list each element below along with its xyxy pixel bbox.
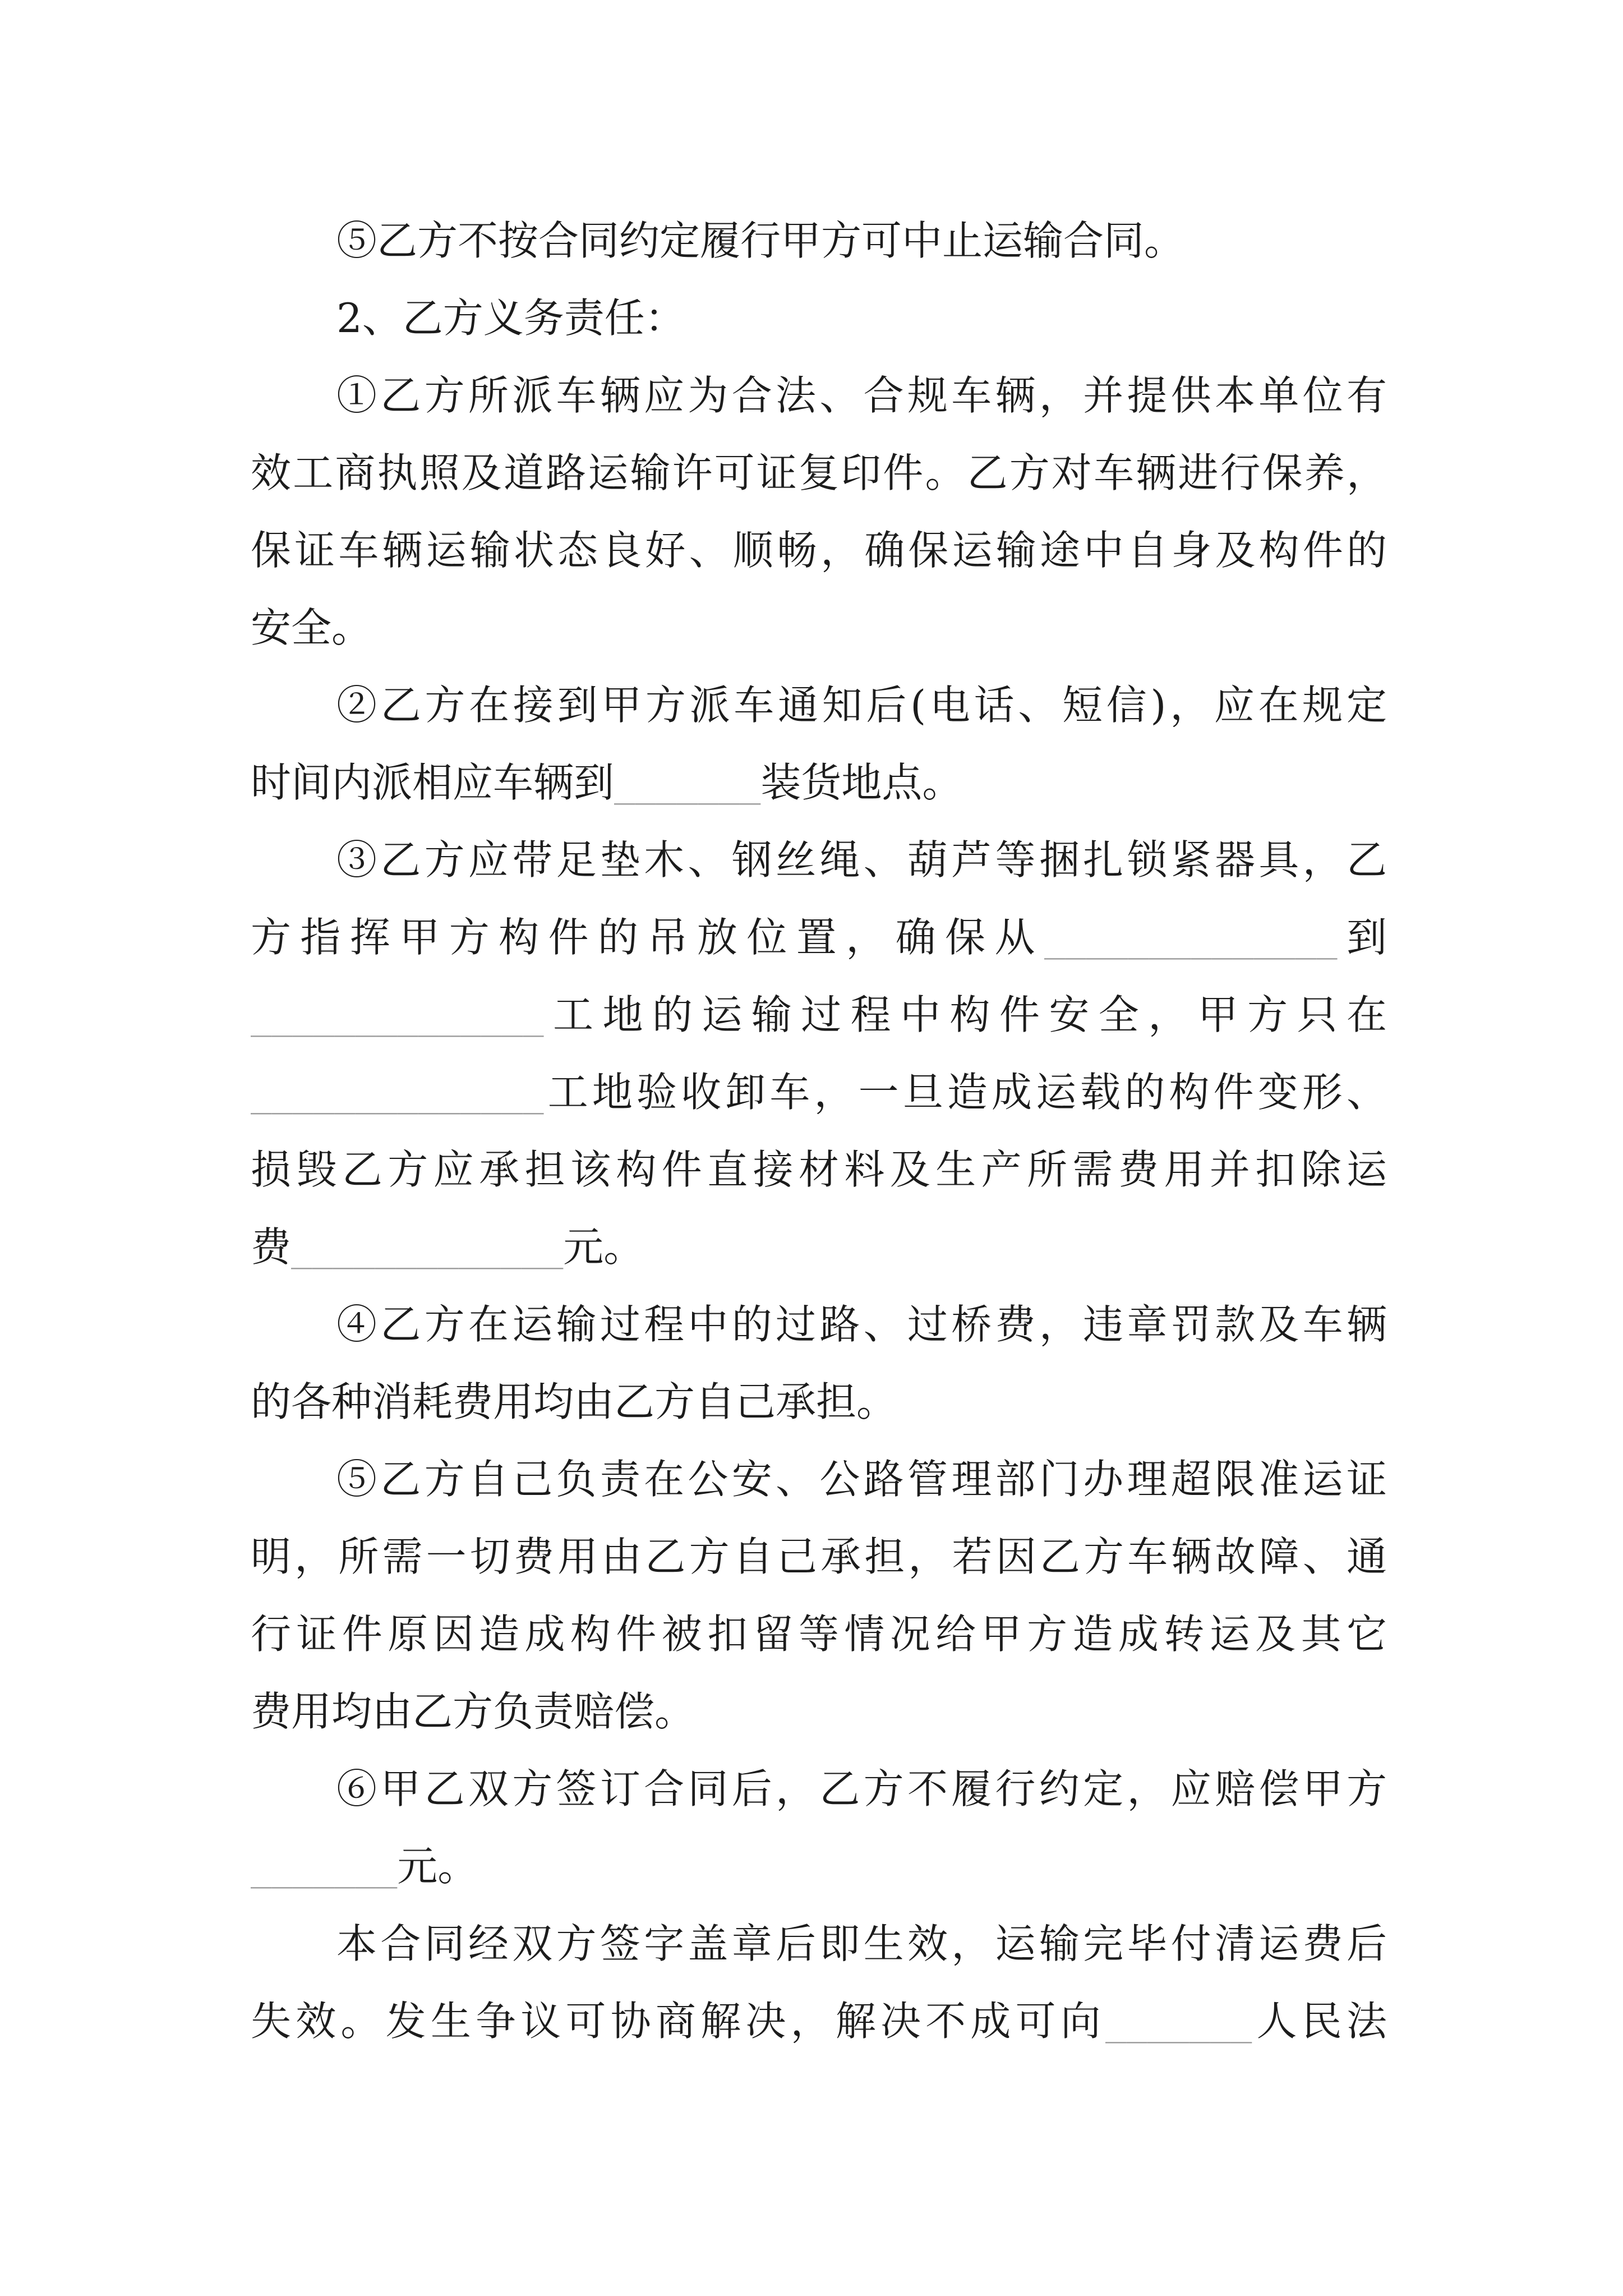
paragraph xyxy=(251,1750,1387,1905)
line-text: 元。 xyxy=(397,1843,478,1890)
paragraph-line: ①乙方所派车辆应为合法、合规车辆，并提供本单位有 xyxy=(336,372,1387,419)
paragraph-line: 费用均由乙方负责赔偿。 xyxy=(251,1688,695,1735)
line-text: 费 xyxy=(251,1223,292,1271)
paragraph-line: 安全。 xyxy=(251,604,372,651)
paragraph-line xyxy=(251,1828,1387,1905)
line-text: 时间内派相应车辆到 xyxy=(251,759,615,806)
paragraph-line: 2、乙方义务责任： xyxy=(336,295,685,342)
line-text: 方指挥甲方构件的吊放位置，确保从 xyxy=(251,914,1044,961)
line-text: 失效。发生争议可协商解决，解决不成可向 xyxy=(251,1998,1106,2045)
line-text: 装货地点。 xyxy=(760,759,963,806)
fill-in-blank: ______________ xyxy=(251,1074,544,1115)
paragraph xyxy=(251,202,1387,279)
paragraph-line: 行证件原因造成构件被扣留等情况给甲方造成转运及其它 xyxy=(251,1611,1387,1658)
paragraph xyxy=(251,1905,1387,2060)
paragraph xyxy=(251,1441,1387,1750)
paragraph xyxy=(251,821,1387,1286)
paragraph-line xyxy=(251,976,1387,1053)
paragraph-line: ⑥甲乙双方签订合同后，乙方不履行约定，应赔偿甲方 xyxy=(336,1765,1387,1812)
paragraph xyxy=(251,357,1387,666)
paragraph-line: ②乙方在接到甲方派车通知后(电话、短信)，应在规定 xyxy=(336,682,1387,729)
paragraph-line: 明，所需一切费用由乙方自己承担，若因乙方车辆故障、通 xyxy=(251,1533,1387,1580)
fill-in-blank: _______ xyxy=(251,1848,398,1889)
paragraph-line xyxy=(251,899,1387,976)
line-text: 到 xyxy=(1337,914,1387,961)
fill-in-blank: _______ xyxy=(614,764,761,805)
paragraph-line: ⑤乙方不按合同约定履行甲方可中止运输合同。 xyxy=(336,217,1185,264)
paragraph-line: ④乙方在运输过程中的过路、过桥费，违章罚款及车辆 xyxy=(336,1301,1387,1348)
paragraph-line xyxy=(251,744,1387,821)
contract-body xyxy=(251,202,1387,2060)
paragraph-line: 本合同经双方签字盖章后即生效，运输完毕付清运费后 xyxy=(336,1920,1387,1967)
paragraph-line xyxy=(251,1208,1387,1286)
fill-in-blank: _______ xyxy=(1105,2003,1252,2044)
paragraph xyxy=(251,666,1387,821)
paragraph-line: 的各种消耗费用均由乙方自己承担。 xyxy=(251,1378,897,1425)
fill-in-blank: ______________ xyxy=(1044,919,1338,960)
paragraph-line xyxy=(251,1982,1387,2060)
line-text: 工地的运输过程中构件安全，甲方只在 xyxy=(543,991,1387,1038)
paragraph-line: ③乙方应带足垫木、钢丝绳、葫芦等捆扎锁紧器具，乙 xyxy=(336,836,1387,884)
paragraph-line xyxy=(251,1053,1387,1131)
fill-in-blank: ______________ xyxy=(251,996,544,1037)
paragraph-line: ⑤乙方自己负责在公安、公路管理部门办理超限准运证 xyxy=(336,1456,1387,1503)
line-text: 人民法 xyxy=(1252,1998,1387,2045)
fill-in-blank: _____________ xyxy=(291,1228,564,1269)
paragraph-line: 损毁乙方应承担该构件直接材料及生产所需费用并扣除运 xyxy=(251,1146,1387,1193)
section-heading xyxy=(251,279,1387,357)
paragraph-line: 保证车辆运输状态良好、顺畅，确保运输途中自身及构件的 xyxy=(251,527,1387,574)
paragraph xyxy=(251,1286,1387,1441)
line-text: 工地验收卸车，一旦造成运载的构件变形、 xyxy=(543,1069,1387,1116)
paragraph-line: 效工商执照及道路运输许可证复印件。乙方对车辆进行保养， xyxy=(251,449,1387,496)
line-text: 元。 xyxy=(563,1223,644,1271)
